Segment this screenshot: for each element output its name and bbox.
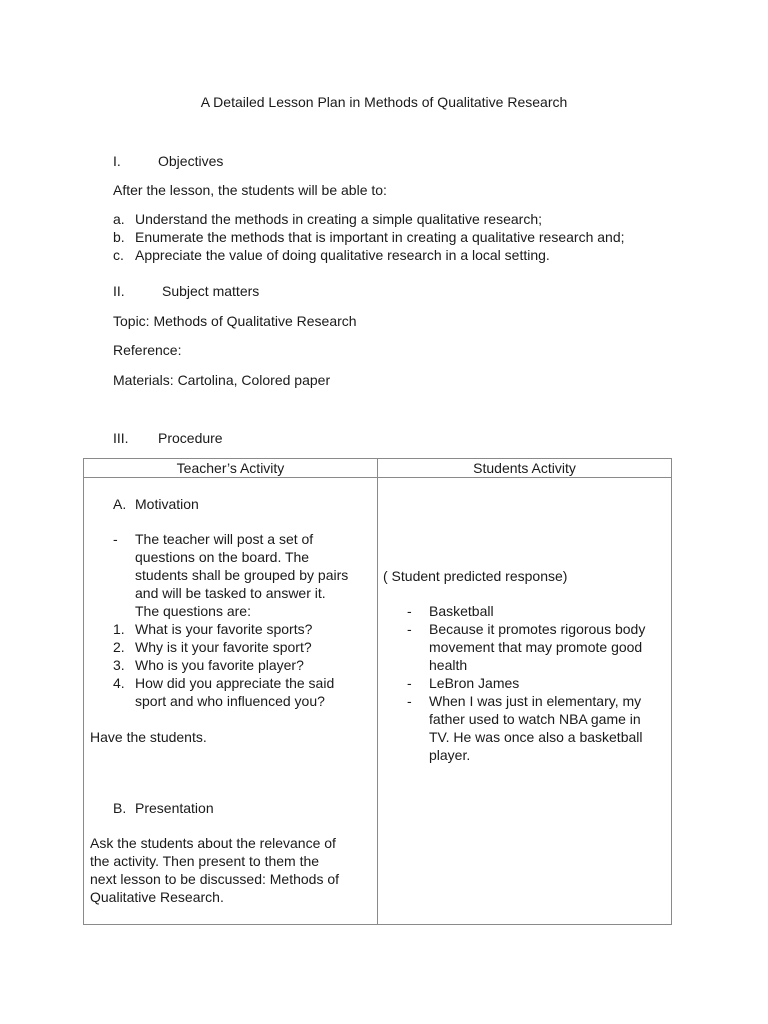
table-header-row (84, 459, 672, 478)
response-text: Because it promotes rigorous body (429, 621, 646, 637)
post-line: questions on the board. The (135, 549, 310, 565)
objectives-heading: Objectives (158, 153, 224, 169)
response-text: health (429, 657, 468, 673)
post-line: students shall be grouped by pairs (135, 567, 349, 583)
presentation-line: the activity. Then present to them the (90, 853, 320, 869)
question-marker: 2. (113, 639, 125, 655)
objective-text: Enumerate the methods that is important in creating a qualitative research and; (135, 229, 625, 245)
document-title: A Detailed Lesson Plan in Methods of Qualitative Research (200, 94, 568, 110)
procedure-numeral: III. (113, 430, 129, 446)
post-line: The teacher will post a set of (135, 531, 314, 547)
objectives-intro: After the lesson, the students will be able to: (113, 182, 387, 198)
presentation-line: next lesson to be discussed: Methods of (90, 871, 340, 887)
presentation-line: Ask the students about the relevance of (90, 835, 336, 851)
objective-marker: b. (113, 229, 125, 245)
teacher-cell-content (84, 478, 377, 924)
question-text: sport and who influenced you? (135, 693, 325, 709)
objective-item (113, 211, 542, 229)
response-dash: - (407, 693, 412, 709)
presentation-heading: Presentation (135, 800, 214, 816)
objective-marker: a. (113, 211, 125, 227)
students-activity-cell (378, 478, 672, 925)
motivation-heading: Motivation (135, 496, 199, 512)
response-text: LeBron James (429, 675, 520, 691)
procedure-heading: Procedure (158, 430, 223, 446)
response-text: Basketball (429, 603, 494, 619)
response-dash: - (407, 621, 412, 637)
subject-reference: Reference: (113, 342, 182, 358)
response-text: TV. He was once also a basketball (429, 729, 643, 745)
subject-materials: Materials: Cartolina, Colored paper (113, 372, 331, 388)
response-text: When I was just in elementary, my (429, 693, 642, 709)
presentation-line: Qualitative Research. (90, 889, 224, 905)
teacher-activity-header: Teacher’s Activity (84, 459, 378, 478)
response-text: father used to watch NBA game in (429, 711, 641, 727)
post-line: The questions are: (135, 603, 251, 619)
motivation-marker: A. (113, 496, 127, 512)
post-dash: - (113, 531, 118, 547)
objective-item (113, 229, 625, 247)
question-marker: 3. (113, 657, 125, 673)
subject-numeral: II. (113, 283, 125, 299)
teacher-activity-cell (84, 478, 378, 925)
procedure-table (83, 458, 672, 925)
post-line: and will be tasked to answer it. (135, 585, 326, 601)
objective-item (113, 247, 550, 265)
have-students-text: Have the students. (90, 729, 207, 745)
response-text: movement that may promote good (429, 639, 643, 655)
subject-topic: Topic: Methods of Qualitative Research (113, 313, 357, 329)
question-marker: 4. (113, 675, 125, 691)
question-text: Who is you favorite player? (135, 657, 304, 673)
question-text: How did you appreciate the said (135, 675, 335, 691)
objective-text: Appreciate the value of doing qualitative research in a local setting. (135, 247, 550, 263)
question-text: What is your favorite sports? (135, 621, 313, 637)
subject-heading: Subject matters (162, 283, 260, 299)
presentation-marker: B. (113, 800, 127, 816)
predicted-response-label: ( Student predicted response) (383, 568, 568, 584)
objective-marker: c. (113, 247, 124, 263)
students-activity-header: Students Activity (378, 459, 672, 478)
response-dash: - (407, 603, 412, 619)
students-cell-content (378, 478, 671, 924)
objective-text: Understand the methods in creating a simple qualitative research; (135, 211, 542, 227)
question-marker: 1. (113, 621, 125, 637)
response-text: player. (429, 747, 471, 763)
question-text: Why is it your favorite sport? (135, 639, 312, 655)
table-body-row (84, 478, 672, 925)
objectives-numeral: I. (113, 153, 121, 169)
response-dash: - (407, 675, 412, 691)
